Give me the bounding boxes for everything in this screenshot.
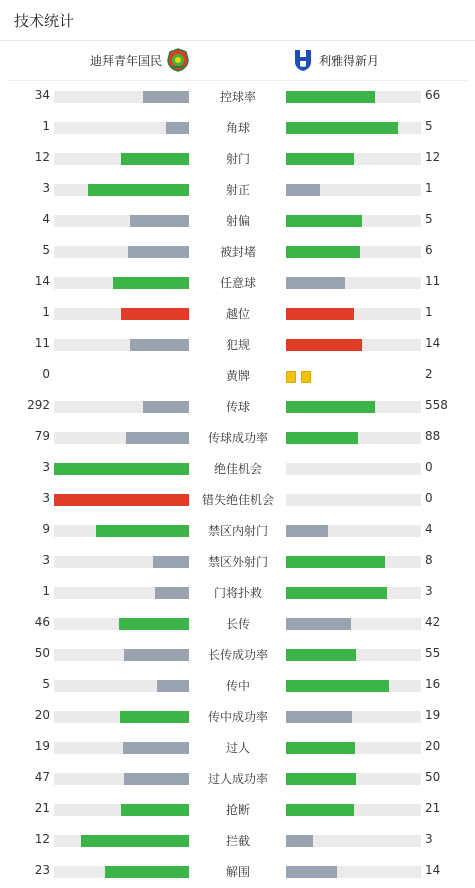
away-bar-fill: [286, 587, 387, 599]
away-bar-fill: [286, 432, 358, 444]
away-bar-track: [286, 463, 421, 475]
stat-label: 控球率: [219, 90, 256, 104]
home-bar-fill: [157, 680, 189, 692]
home-value: 23: [34, 863, 50, 877]
home-value: 19: [34, 739, 50, 753]
away-bar-fill: [286, 184, 320, 196]
away-bar-track: [286, 618, 421, 630]
away-bar-track: [286, 711, 421, 723]
away-bar-fill: [286, 556, 385, 568]
away-value: 0: [425, 460, 433, 474]
away-bar-fill: [286, 246, 360, 258]
away-bar-track: [286, 680, 421, 692]
stat-row: [0, 143, 475, 174]
home-bar-fill: [130, 215, 189, 227]
home-bar-track: [54, 866, 189, 878]
away-value: 88: [425, 429, 441, 443]
stat-label: 门将扑救: [213, 586, 262, 600]
home-bar-track: [54, 153, 189, 165]
away-bar-track: [286, 525, 421, 537]
stat-row: [0, 298, 475, 329]
home-bar-fill: [81, 835, 189, 847]
stat-label: 角球: [225, 121, 250, 135]
away-bar-fill: [286, 525, 328, 537]
home-value: 79: [34, 429, 50, 443]
away-bar-track: [286, 246, 421, 258]
stat-row: [0, 856, 475, 887]
stat-label: 过人成功率: [207, 772, 268, 786]
away-bar-fill: [286, 742, 355, 754]
away-bar-fill: [286, 277, 345, 289]
home-bar-track: [54, 649, 189, 661]
home-bar-track: [54, 494, 189, 506]
away-value: 21: [425, 801, 441, 815]
stat-label: 射正: [225, 183, 250, 197]
away-bar-track: [286, 556, 421, 568]
away-bar-track: [286, 308, 421, 320]
home-value: 47: [34, 770, 50, 784]
stat-label: 射门: [225, 152, 250, 166]
away-bar-track: [286, 277, 421, 289]
home-value: 12: [34, 832, 50, 846]
away-bar-track: [286, 401, 421, 413]
stat-label: 抢断: [225, 803, 250, 817]
stat-label: 越位: [225, 307, 250, 321]
stat-row: [0, 732, 475, 763]
divider: [0, 40, 475, 41]
stat-label: 传球: [225, 400, 250, 414]
home-value: 0: [42, 367, 50, 381]
home-bar-track: [54, 742, 189, 754]
stat-label: 犯规: [225, 338, 250, 352]
stat-row: [0, 453, 475, 484]
away-value: 6: [425, 243, 433, 257]
away-bar-fill: [286, 866, 337, 878]
home-bar-fill: [121, 153, 189, 165]
home-bar-track: [54, 804, 189, 816]
home-bar-fill: [155, 587, 189, 599]
away-bar-track: [286, 804, 421, 816]
home-bar-track: [54, 308, 189, 320]
away-bar-fill: [286, 308, 354, 320]
home-bar-fill: [96, 525, 189, 537]
home-bar-track: [54, 277, 189, 289]
away-bar-fill: [286, 804, 354, 816]
home-bar-track: [54, 463, 189, 475]
stat-row: [0, 360, 475, 391]
stat-label: 被封堵: [219, 245, 256, 259]
home-value: 1: [42, 584, 50, 598]
home-bar-track: [54, 246, 189, 258]
stat-row: [0, 515, 475, 546]
stat-label: 禁区外射门: [207, 555, 268, 569]
away-bar-track: [286, 339, 421, 351]
home-value: 5: [42, 243, 50, 257]
away-bar-track: [286, 742, 421, 754]
home-bar-fill: [120, 711, 189, 723]
away-bar-fill: [286, 122, 398, 134]
home-value: 11: [34, 336, 50, 350]
section-title: 技术统计: [14, 12, 75, 30]
home-bar-track: [54, 773, 189, 785]
away-value: 66: [425, 88, 441, 102]
home-value: 5: [42, 677, 50, 691]
away-value: 5: [425, 119, 433, 133]
stat-row: [0, 329, 475, 360]
away-bar-fill: [286, 91, 375, 103]
home-bar-fill: [143, 91, 189, 103]
away-bar-track: [286, 184, 421, 196]
home-value: 3: [42, 553, 50, 567]
away-bar-fill: [286, 401, 375, 413]
stat-row: [0, 205, 475, 236]
home-bar-fill: [119, 618, 189, 630]
stat-row: [0, 236, 475, 267]
away-bar-track: [286, 649, 421, 661]
home-bar-track: [54, 618, 189, 630]
home-bar-fill: [153, 556, 189, 568]
home-value: 292: [27, 398, 50, 412]
stat-row: [0, 608, 475, 639]
away-bar-fill: [286, 215, 362, 227]
away-bar-track: [286, 494, 421, 506]
stat-label: 传中成功率: [207, 710, 268, 724]
home-value: 50: [34, 646, 50, 660]
stat-row: [0, 577, 475, 608]
away-bar-fill: [286, 711, 352, 723]
home-bar-fill: [128, 246, 189, 258]
home-bar-fill: [124, 649, 189, 661]
home-bar-fill: [54, 463, 189, 475]
home-bar-track: [54, 835, 189, 847]
away-bar-track: [286, 153, 421, 165]
away-value: 2: [425, 367, 433, 381]
away-bar-fill: [286, 153, 354, 165]
stat-label: 射偏: [225, 214, 250, 228]
away-bar-track: [286, 91, 421, 103]
home-value: 3: [42, 460, 50, 474]
away-value: 1: [425, 181, 433, 195]
away-value: 558: [425, 398, 448, 412]
away-bar-track: [286, 215, 421, 227]
away-value: 20: [425, 739, 441, 753]
home-bar-track: [54, 432, 189, 444]
stat-row: [0, 422, 475, 453]
stat-label: 长传成功率: [207, 648, 268, 662]
home-value: 12: [34, 150, 50, 164]
stat-row: [0, 639, 475, 670]
away-bar-track: [286, 866, 421, 878]
stat-row: [0, 670, 475, 701]
teams-header: [0, 42, 475, 80]
away-bar-track: [286, 122, 421, 134]
stat-label: 长传: [225, 617, 250, 631]
home-bar-fill: [166, 122, 189, 134]
home-bar-fill: [121, 308, 189, 320]
away-bar-track: [286, 587, 421, 599]
away-value: 3: [425, 832, 433, 846]
home-bar-track: [54, 122, 189, 134]
home-bar-fill: [130, 339, 189, 351]
stat-label: 禁区内射门: [207, 524, 268, 538]
home-bar-track: [54, 525, 189, 537]
stat-row: [0, 763, 475, 794]
home-bar-fill: [113, 277, 189, 289]
home-bar-fill: [126, 432, 189, 444]
home-bar-track: [54, 184, 189, 196]
yellow-card-icon: [286, 371, 296, 383]
home-bar-fill: [124, 773, 189, 785]
home-bar-fill: [105, 866, 189, 878]
home-value: 1: [42, 119, 50, 133]
home-value: 9: [42, 522, 50, 536]
away-team-name[interactable]: 利雅得新月: [319, 54, 380, 68]
yellow-card-icon: [301, 371, 311, 383]
away-value: 42: [425, 615, 441, 629]
stat-label: 拦截: [225, 834, 250, 848]
away-value: 11: [425, 274, 441, 288]
home-bar-track: [54, 215, 189, 227]
away-value: 50: [425, 770, 441, 784]
stat-label: 任意球: [219, 276, 256, 290]
away-bar-fill: [286, 339, 362, 351]
home-value: 4: [42, 212, 50, 226]
stat-label: 绝佳机会: [213, 462, 262, 476]
home-team-name[interactable]: 迪拜青年国民: [89, 54, 162, 68]
away-value: 3: [425, 584, 433, 598]
stat-label: 传球成功率: [207, 431, 268, 445]
away-value: 0: [425, 491, 433, 505]
stat-row: [0, 701, 475, 732]
home-value: 14: [34, 274, 50, 288]
stat-row: [0, 174, 475, 205]
away-bar-track: [286, 835, 421, 847]
stat-label: 解围: [225, 865, 250, 879]
stat-row: [0, 81, 475, 112]
shabab-al-ahli-crest-icon[interactable]: [166, 48, 190, 72]
home-bar-fill: [88, 184, 189, 196]
stat-label: 过人: [225, 741, 250, 755]
away-bar-track: [286, 773, 421, 785]
stat-row: [0, 794, 475, 825]
away-bar-fill: [286, 835, 313, 847]
away-value: 4: [425, 522, 433, 536]
away-value: 16: [425, 677, 441, 691]
home-bar-track: [54, 680, 189, 692]
home-value: 20: [34, 708, 50, 722]
away-bar-fill: [286, 649, 356, 661]
away-value: 5: [425, 212, 433, 226]
stat-label: 错失绝佳机会: [201, 493, 274, 507]
home-bar-fill: [143, 401, 189, 413]
stat-row: [0, 825, 475, 856]
away-value: 12: [425, 150, 441, 164]
home-value: 3: [42, 181, 50, 195]
home-value: 46: [34, 615, 50, 629]
home-bar-fill: [54, 494, 189, 506]
away-bar-fill: [286, 680, 389, 692]
home-bar-fill: [121, 804, 189, 816]
stat-row: [0, 484, 475, 515]
away-bar-fill: [286, 773, 356, 785]
away-bar-fill: [286, 618, 351, 630]
away-value: 19: [425, 708, 441, 722]
home-bar-track: [54, 711, 189, 723]
stat-row: [0, 546, 475, 577]
stat-row: [0, 267, 475, 298]
away-value: 1: [425, 305, 433, 319]
yellow-cards: [286, 368, 316, 387]
stat-label: 黄牌: [225, 369, 250, 383]
home-bar-track: [54, 339, 189, 351]
away-value: 8: [425, 553, 433, 567]
home-bar-fill: [123, 742, 189, 754]
home-bar-track: [54, 587, 189, 599]
away-value: 14: [425, 336, 441, 350]
home-value: 3: [42, 491, 50, 505]
home-value: 34: [34, 88, 50, 102]
home-bar-track: [54, 556, 189, 568]
home-bar-track: [54, 401, 189, 413]
away-bar-track: [286, 432, 421, 444]
home-value: 21: [34, 801, 50, 815]
home-value: 1: [42, 305, 50, 319]
away-value: 14: [425, 863, 441, 877]
stat-row: [0, 112, 475, 143]
stat-label: 传中: [225, 679, 250, 693]
away-value: 55: [425, 646, 441, 660]
al-hilal-crest-icon[interactable]: [292, 48, 314, 72]
stat-row: [0, 391, 475, 422]
home-bar-track: [54, 91, 189, 103]
